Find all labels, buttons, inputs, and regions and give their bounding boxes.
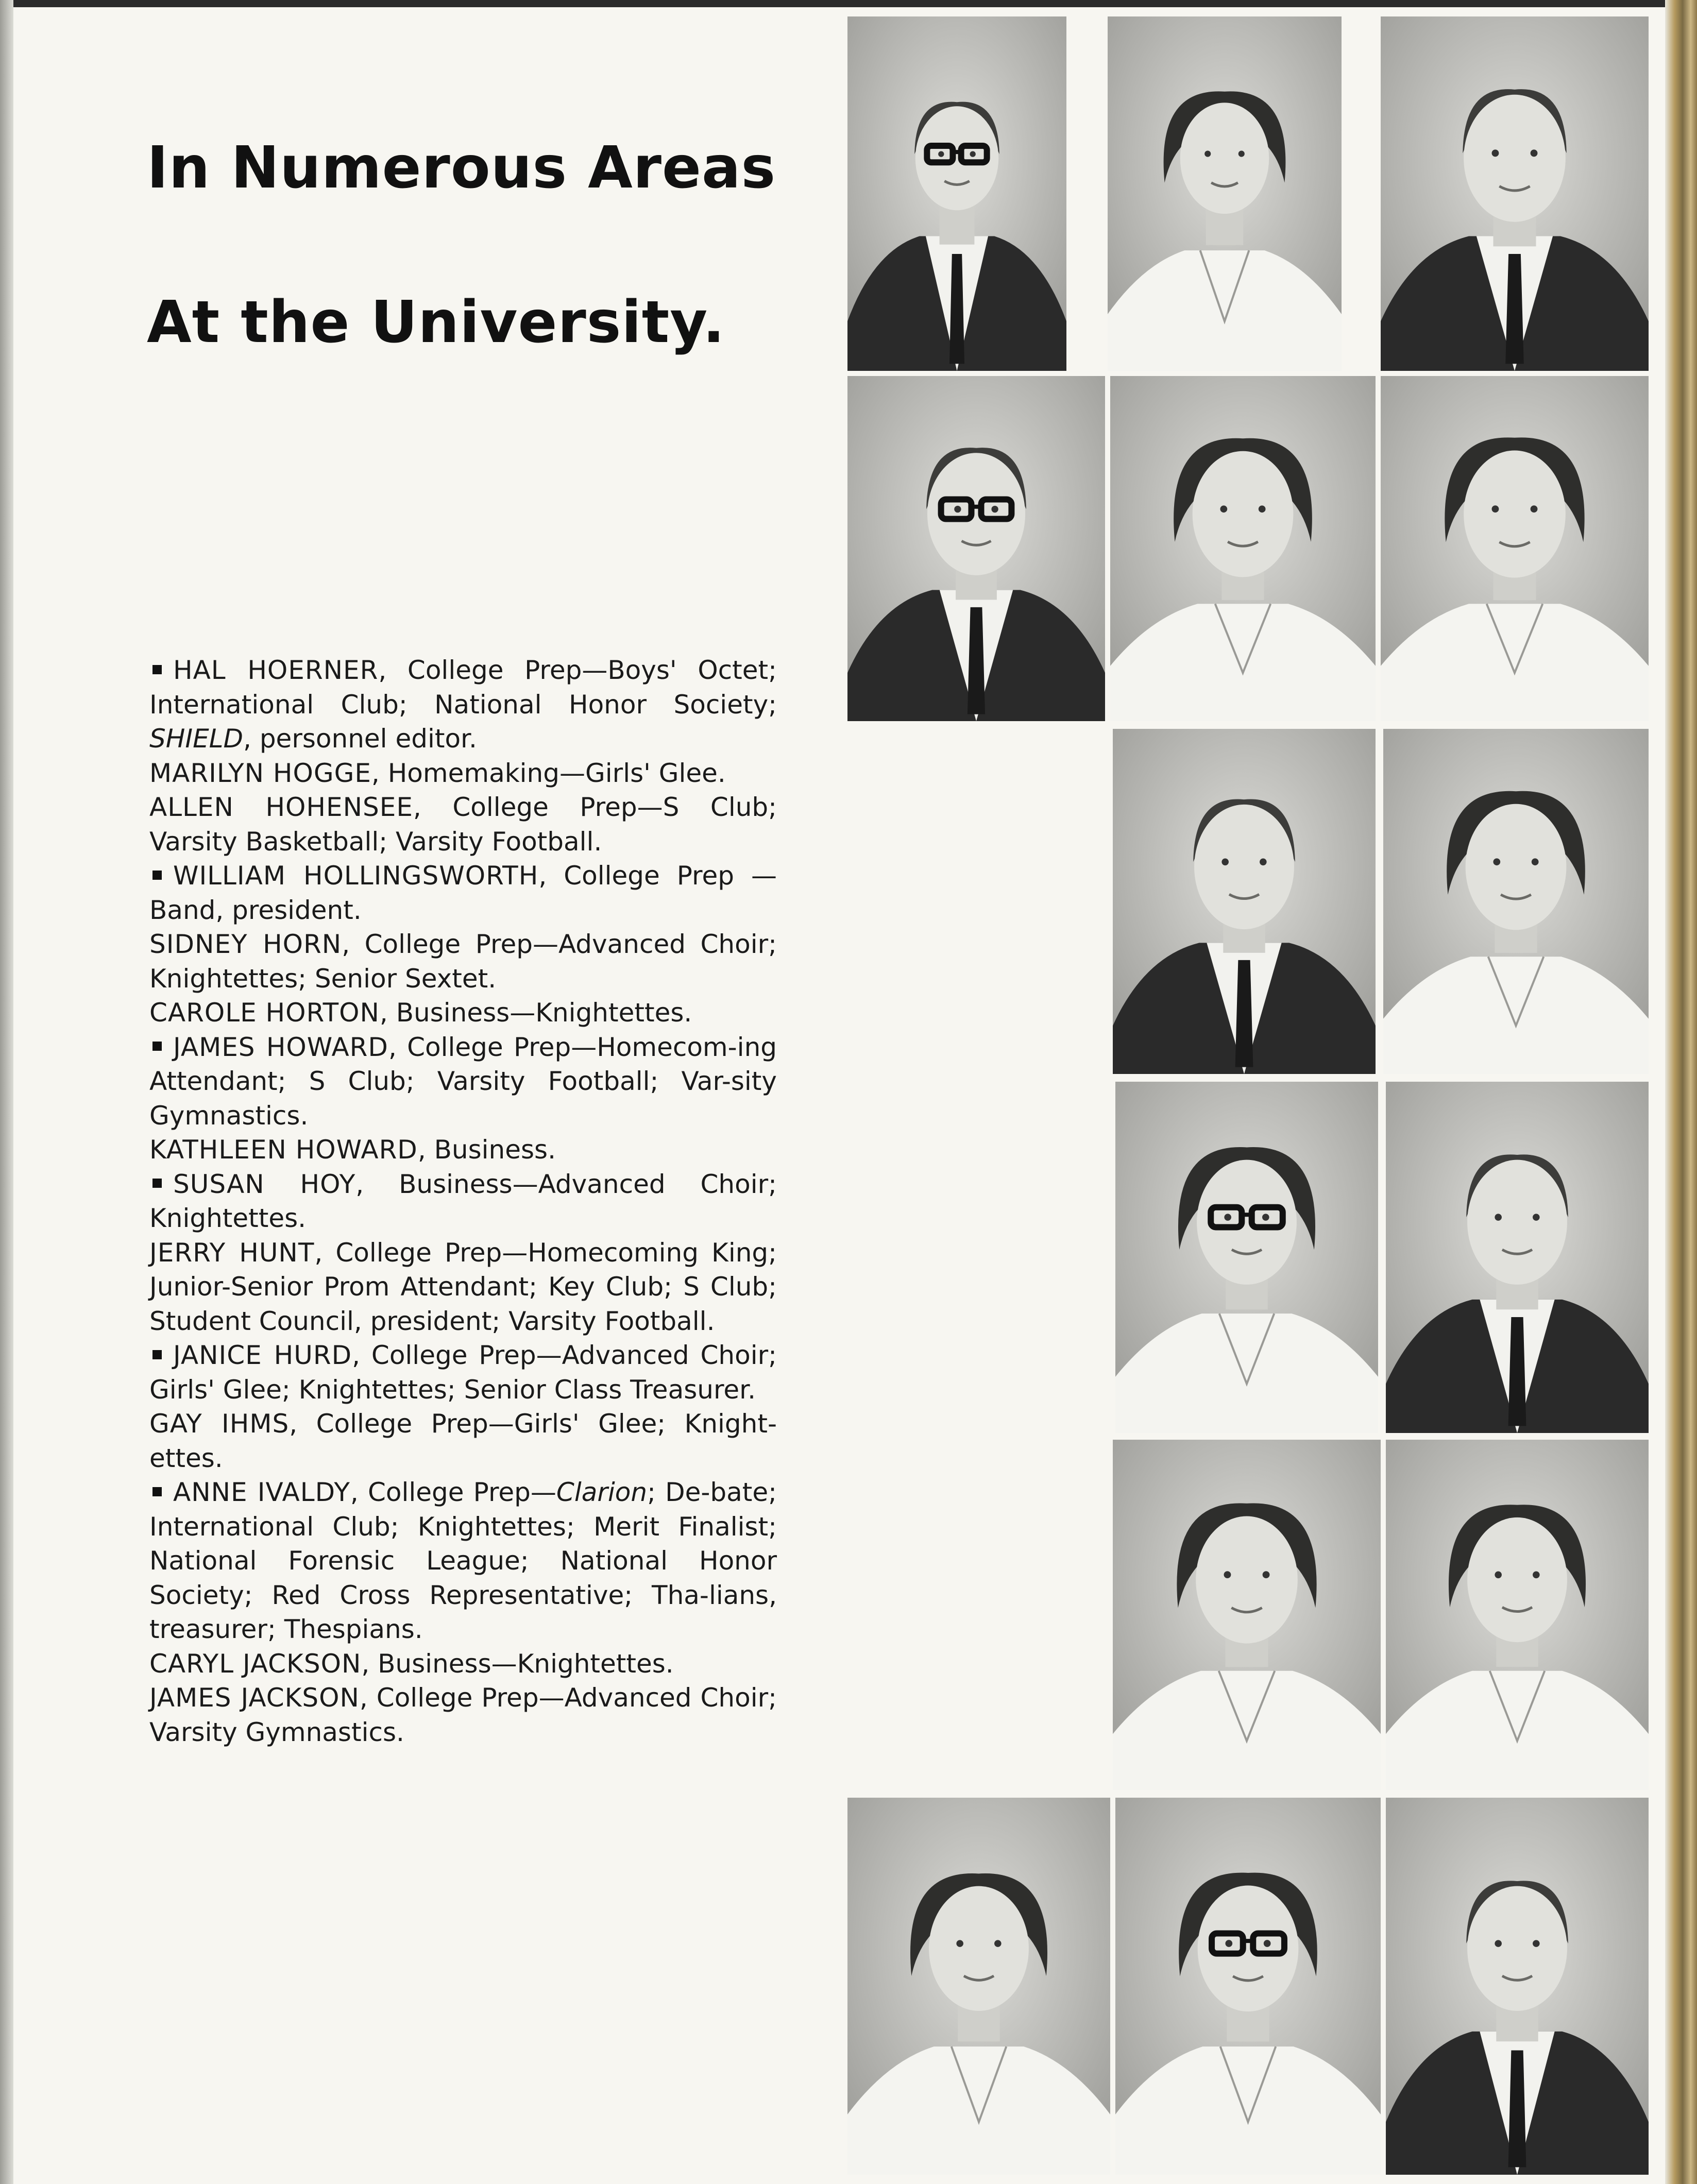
bullet-square-icon — [152, 665, 162, 674]
student-name: ANNE IVALDY — [173, 1477, 350, 1507]
activities-text: ; De-bate; International Club; Knightettes; Merit Finalist; National Forensic League; National Honor Society; Red Cross Representative; Tha-lians, treasurer; Thespians. — [149, 1477, 777, 1644]
page-binding-right — [1665, 0, 1697, 2184]
caption-entry — [149, 1338, 777, 1407]
dash-separator: — — [637, 792, 663, 822]
activities-text: Girls' Glee. — [585, 758, 726, 788]
bullet-square-icon — [152, 1179, 162, 1188]
student-name: GAY IHMS — [149, 1409, 290, 1439]
activities-text: Knightettes. — [535, 998, 692, 1028]
activities-text: Knightettes. — [517, 1648, 674, 1679]
headline-line-1: In Numerous Areas — [147, 134, 776, 201]
activities-text: , personnel editor. — [243, 724, 477, 754]
course-of-study: , College Prep — [413, 792, 637, 822]
course-of-study: , College Prep — [352, 1340, 536, 1370]
caption-entry — [149, 1407, 777, 1475]
caption-entry — [149, 1681, 777, 1749]
activities-text: Advanced Choir; Knightettes; Senior Sextet. — [149, 929, 777, 994]
course-of-study: , College Prep — [538, 861, 734, 891]
course-of-study: , College Prep — [350, 1477, 531, 1507]
activities-text: Band, president. — [149, 895, 362, 925]
caption-entry — [149, 859, 777, 927]
dash-separator: — — [582, 655, 608, 685]
portrait-photo-9 — [1115, 1082, 1378, 1433]
bullet-square-icon — [152, 1350, 162, 1359]
student-name: HAL HOERNER — [173, 655, 379, 685]
student-name: SIDNEY HORN — [149, 929, 342, 959]
portrait-photo-13 — [847, 1798, 1110, 2175]
caption-entry — [149, 1236, 777, 1339]
course-of-study: , College Prep — [388, 1032, 571, 1062]
activities-text: Homecoming King; Junior-Senior Prom Attendant; Key Club; S Club; Student Council, president; Varsity Football. — [149, 1237, 777, 1336]
dash-separator: — — [559, 758, 585, 788]
portrait-photo-11 — [1113, 1440, 1381, 1790]
page-binding-left — [0, 0, 13, 2184]
dash-separator: — — [532, 929, 558, 959]
student-name: SUSAN HOY — [173, 1169, 356, 1199]
portrait-photo-15 — [1386, 1798, 1649, 2175]
caption-entry — [149, 1133, 777, 1167]
dash-separator: — — [530, 1477, 556, 1507]
caption-entry — [149, 1647, 777, 1681]
activities-text: S Club; Varsity Basketball; Varsity Football. — [149, 792, 777, 857]
activities-text: Advanced Choir; Girls' Glee; Knightettes; Senior Class Treasurer. — [149, 1340, 777, 1405]
course-of-study: , Business — [379, 998, 510, 1028]
dash-separator: — — [491, 1648, 517, 1679]
page-top-edge — [0, 0, 1697, 7]
portrait-photo-1 — [847, 16, 1066, 371]
caption-entry — [149, 996, 777, 1030]
student-name: JERRY HUNT — [149, 1237, 315, 1268]
portrait-photo-2 — [1108, 16, 1342, 371]
student-name: CARYL JACKSON — [149, 1648, 362, 1679]
bullet-square-icon — [152, 871, 162, 880]
student-name: KATHLEEN HOWARD — [149, 1135, 418, 1165]
dash-separator: — — [538, 1683, 565, 1713]
portrait-photo-8 — [1383, 729, 1649, 1074]
dash-separator: — — [734, 861, 777, 891]
bullet-square-icon — [152, 1487, 162, 1496]
page-headline — [147, 134, 817, 448]
course-of-study: , College Prep — [314, 1237, 502, 1268]
activities-italic: Clarion — [556, 1477, 648, 1507]
course-of-study: , Homemaking — [371, 758, 559, 788]
portrait-photo-10 — [1386, 1082, 1649, 1433]
student-name: WILLIAM HOLLINGSWORTH — [173, 861, 539, 891]
dash-separator: — — [510, 998, 536, 1028]
activities-text: Advanced Choir; Knightettes. — [149, 1169, 777, 1233]
student-name: JAMES HOWARD — [173, 1032, 388, 1062]
caption-entry — [149, 756, 777, 791]
course-of-study: , Business. — [417, 1135, 556, 1165]
portrait-photo-6 — [1381, 376, 1649, 721]
dash-separator: — — [502, 1237, 528, 1268]
student-name: JAMES JACKSON — [149, 1683, 360, 1713]
course-of-study: , Business — [361, 1648, 491, 1679]
portrait-photo-7 — [1113, 729, 1376, 1074]
portrait-photo-4 — [847, 376, 1105, 721]
activities-text: Boys' Octet; International Club; National Honor Society; — [149, 655, 777, 720]
caption-entry — [149, 1475, 777, 1647]
activities-italic: SHIELD — [149, 724, 244, 754]
dash-separator: — — [536, 1340, 562, 1370]
student-name: CAROLE HORTON — [149, 998, 380, 1028]
caption-entry — [149, 653, 777, 756]
course-of-study: , College Prep — [342, 929, 533, 959]
caption-entry — [149, 1167, 777, 1236]
dash-separator: — — [488, 1409, 514, 1439]
caption-entry — [149, 790, 777, 859]
course-of-study: , Business — [355, 1169, 513, 1199]
course-of-study: , College Prep — [359, 1683, 539, 1713]
headline-line-2: At the University. — [147, 289, 725, 356]
caption-entry — [149, 927, 777, 996]
student-name: MARILYN HOGGE — [149, 758, 371, 788]
activities-text: Homecom-ing Attendant; S Club; Varsity Football; Var-sity Gymnastics. — [149, 1032, 777, 1131]
caption-entry — [149, 1030, 777, 1133]
portrait-photo-12 — [1386, 1440, 1649, 1790]
course-of-study: , College Prep — [289, 1409, 488, 1439]
dash-separator: — — [512, 1169, 538, 1199]
portrait-photo-5 — [1110, 376, 1376, 721]
senior-captions — [149, 653, 777, 1749]
activities-text: Girls' Glee; Knight-ettes. — [149, 1409, 777, 1473]
portrait-photo-14 — [1115, 1798, 1381, 2175]
student-name: JANICE HURD — [173, 1340, 352, 1370]
student-name: ALLEN HOHENSEE — [149, 792, 413, 822]
bullet-square-icon — [152, 1042, 162, 1051]
dash-separator: — — [571, 1032, 597, 1062]
portrait-photo-3 — [1381, 16, 1649, 371]
course-of-study: , College Prep — [378, 655, 582, 685]
activities-text: Advanced Choir; Varsity Gymnastics. — [149, 1683, 777, 1747]
